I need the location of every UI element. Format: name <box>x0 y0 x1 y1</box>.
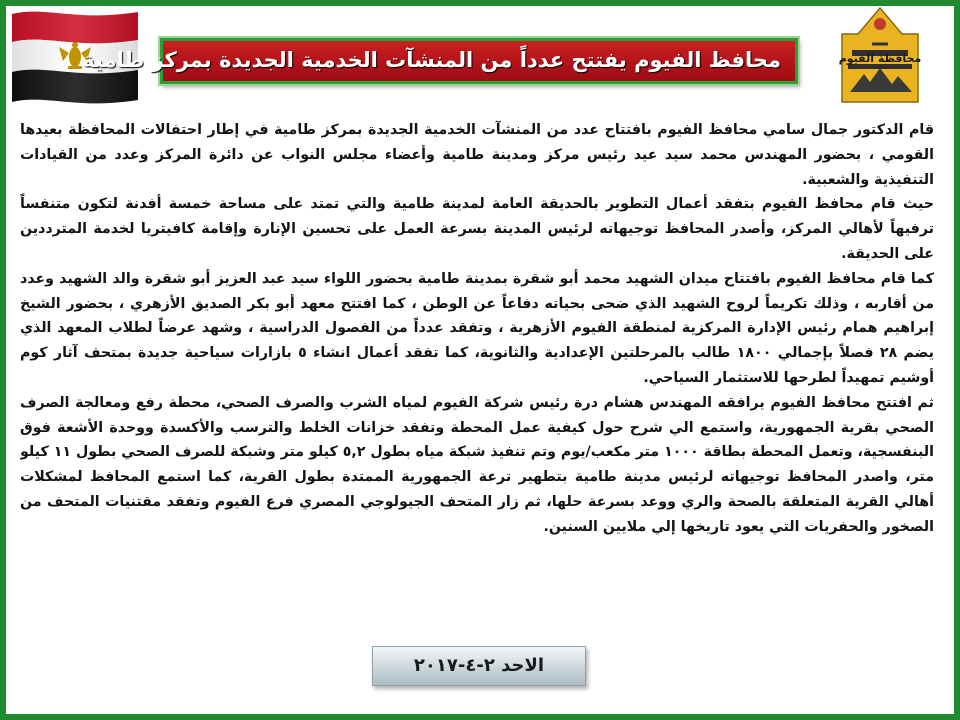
date-badge <box>372 646 586 686</box>
page-title: محافظ الفيوم يفتتح عدداً من المنشآت الخدمية الجديدة بمركز طامية <box>82 48 781 72</box>
article-paragraph: قام الدكتور جمال سامي محافظ الفيوم بافتتاح عدد من المنشآت الخدمية الجديدة بمركز طامية في إطار احتفالات المحافظة بعيدها القومي ، بحضور المهندس محمد سيد عيد رئيس مركز ومدينة طامية وأعضاء مجلس النواب عن دائرة المركز وعدد من القيادات التنفيذية والشعبية. <box>20 122 934 188</box>
title-banner <box>82 38 798 84</box>
publish-date: الاحد ٢-٤-٢٠١٧ <box>413 655 545 676</box>
fayoum-governorate-logo <box>818 4 942 110</box>
logo-text: محافظة الفيوم <box>838 52 922 65</box>
article-paragraph: ثم افتتح محافظ الفيوم يرافقه المهندس هشام درة رئيس شركة الفيوم لمياه الشرب والصرف الصحي، محطة رفع ومعالجة الصرف الصحي بقرية الجمهورية، واستمع الي شرح حول كيفية عمل المحطة وتفقد خزانات الخلط والترسب والأكسدة ووحدة الأشعة فوق البنفسجية، وتعمل المحطة بطاقة ١٠٠٠ متر مكعب/يوم وتم تنفيذ شبكة مياه بطول ٥,٢ كيلو متر وشبكة للصرف الصحي بطول ١١ كيلو متر، واصدر المحافظ توجيهاته لرئيس مدينة طامية بتطهير ترعة الجمهورية الممتدة بطول القرية، كما استمع المحافظ لمشكلات أهالي القرية المتعلقة بالصحة والري ووعد بسرعة حلها، ثم زار المتحف الجيولوجي المصري فرع الفيوم وتفقد مقتنيات المتحف من الصخور والحفريات التي يعود تاريخها إلي ملايين السنين. <box>20 394 934 535</box>
article-paragraph: كما قام محافظ الفيوم بافتتاح ميدان الشهيد محمد أبو شقرة بمدينة طامية بحضور اللواء سيد عبد العزيز أبو شقرة والد الشهيد وعدد من أقاربه ، وذلك تكريماً لروح الشهيد الذي ضحى بحياته دفاعاً عن الوطن ، كما افتتح معهد أبو بكر الصديق الأزهري ، بحضور الشيخ إبراهيم همام رئيس الإدارة المركزية لمنطقة الفيوم الأزهرية ، وتفقد عدداً من الفصول الدراسية ، وشهد عرضاً لطلاب المعهد الذي يضم ٢٨ فصلاً بإجمالي ١٨٠٠ طالب بالمرحلتين الإعدادية والثانوية، كما تفقد أعمال انشاء ٥ بازارات سياحية جديدة بمتحف آثار كوم أوشيم تمهيداً لطرحها للاستثمار السياحي. <box>20 270 934 386</box>
article-body <box>20 118 934 558</box>
article-paragraph: حيث قام محافظ الفيوم بتفقد أعمال التطوير بالحديقة العامة لمدينة طامية والتي تمتد على مساحة خمسة أفدنة لتكون متنفساً ترفيهاً لأهالي المركز، وأصدر المحافظ توجيهاته لرئيس المدينة بسرعة العمل على تحسين الإنارة وإقامة كافيتريا لخدمة المترددين على الحديقة. <box>20 196 934 262</box>
